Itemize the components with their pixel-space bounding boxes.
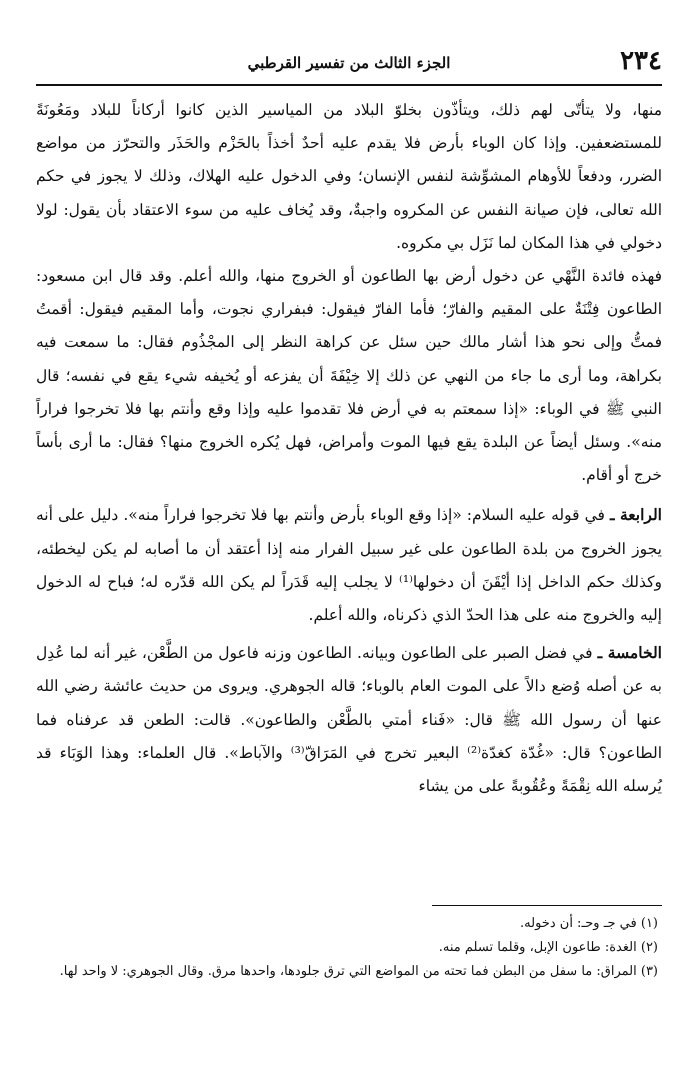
page-number: ٢٣٤ [620, 46, 662, 76]
paragraph-fifth-text: في فضل الصبر على الطاعون وبيانه. الطاعون وزنه فاعول من الطَّعْن، غير أنه لما عُدِل به عن أصله وُضع دالاً على الموت العام بالوباء؛ قاله الجوهري. ويروى من حديث عائشة رضي الله عنها أن رسول الله ﷺ قال: «فَناء أمتي بالطَّعْن والطاعون». قالت: الطعن قد عرفناه فما الطاعون؟ قال: «غُدّة كغدّة⁽²⁾ البعير تخرج في المَرَاقّ⁽³⁾ والآباط». قال العلماء: وهذا الوَبَاء قد يُرسله الله نِقْمَةً وعُقُوبةً على من يشاء [36, 644, 662, 796]
footnote-3: (٣) المراق: ما سفل من البطن فما تحته من المواضع التي ترق جلودها، واحدها مرق. وقال الجوهري: لا واحد لها. [59, 964, 658, 979]
running-title: الجزء الثالث من تفسير القرطبي [247, 54, 451, 72]
paragraph-1: منها، ولا يتأتّى لهم ذلك، ويتأذّون بخلوّ البلاد من المياسير الذين كانوا أركاناً للبلاد ومَعُونَةً للمستضعفين. وإذا كان الوباء بأرض فلا يقدم عليه أحدٌ أخذاً بالحَزْم والحَذَر والتحرّز من مواضع الضرر، ودفعاً للأوهام المشوِّشة لنفس الإنسان؛ وفي الدخول عليه الهلاك، وذلك لا يجوز في حكم الله تعالى، فإن صيانة النفس عن المكروه واجبةٌ، وقد يُخاف عليه من سوء الاعتقاد بأن يقول: لولا دخولي في هذا المكان لما نَزَل بي مكروه. [36, 101, 662, 252]
footnote-divider [432, 905, 662, 906]
footnote-2: (٢) الغدة: طاعون الإبل، وقلما تسلم منه. [438, 940, 658, 955]
section-lead-fourth: الرابعة ـ [609, 505, 662, 525]
page-header [36, 44, 662, 86]
paragraph-fourth [36, 498, 662, 632]
paragraph-fifth [36, 636, 662, 803]
footnote-1: (١) في جـ وحـ: أن دخوله. [520, 916, 658, 931]
section-lead-fifth: الخامسة ـ [597, 643, 662, 663]
footnotes [36, 905, 662, 984]
paragraph-2: فهذه فائدة النَّهْي عن دخول أرض بها الطاعون أو الخروج منها، والله أعلم. وقد قال ابن مسعود: الطاعون فِتْنَةٌ على المقيم والفارّ؛ فأما الفارّ فيقول: فبفراري نجوت، وأما المقيم فيقول: أقمتُ فمتُّ وإلى نحو هذا أشار مالك حين سئل عن كراهة النظر إلى المجْذُوم فقال: ما سمعت فيه بكراهة، وما أرى ما جاء من النهي عن ذلك إلا خِيْفَةَ أن يفزعه أو يُخيفه شيء يقع في نفسه؛ قال النبي ﷺ في الوباء: «إذا سمعتم به في أرض فلا تقدموا عليه وإذا وقع وأنتم بها فلا تخرجوا فراراً منه». وسئل أيضاً عن البلدة يقع فيها الموت وأمراض، فهل يُكره الخروج منها؟ فقال: ما أرى بأساً خرج أو أقام. [36, 267, 662, 485]
main-text [36, 94, 662, 803]
paragraph-fourth-text: في قوله عليه السلام: «إذا وقع الوباء بأرض وأنتم بها فلا تخرجوا فراراً منه». دليل على أنه يجوز الخروج من بلدة الطاعون على غير سبيل الفرار منه إذا أعتقد أن ما أصابه لم يكن ليخطئه، وكذلك حكم الداخل إذا أيْقَنَ أن دخولها⁽¹⁾ لا يجلب إليه قَدَراً لم يكن الله قدّره له؛ فباح له الدخول إليه والخروج منه على هذا الحدّ الذي ذكرناه، والله أعلم. [36, 506, 663, 625]
